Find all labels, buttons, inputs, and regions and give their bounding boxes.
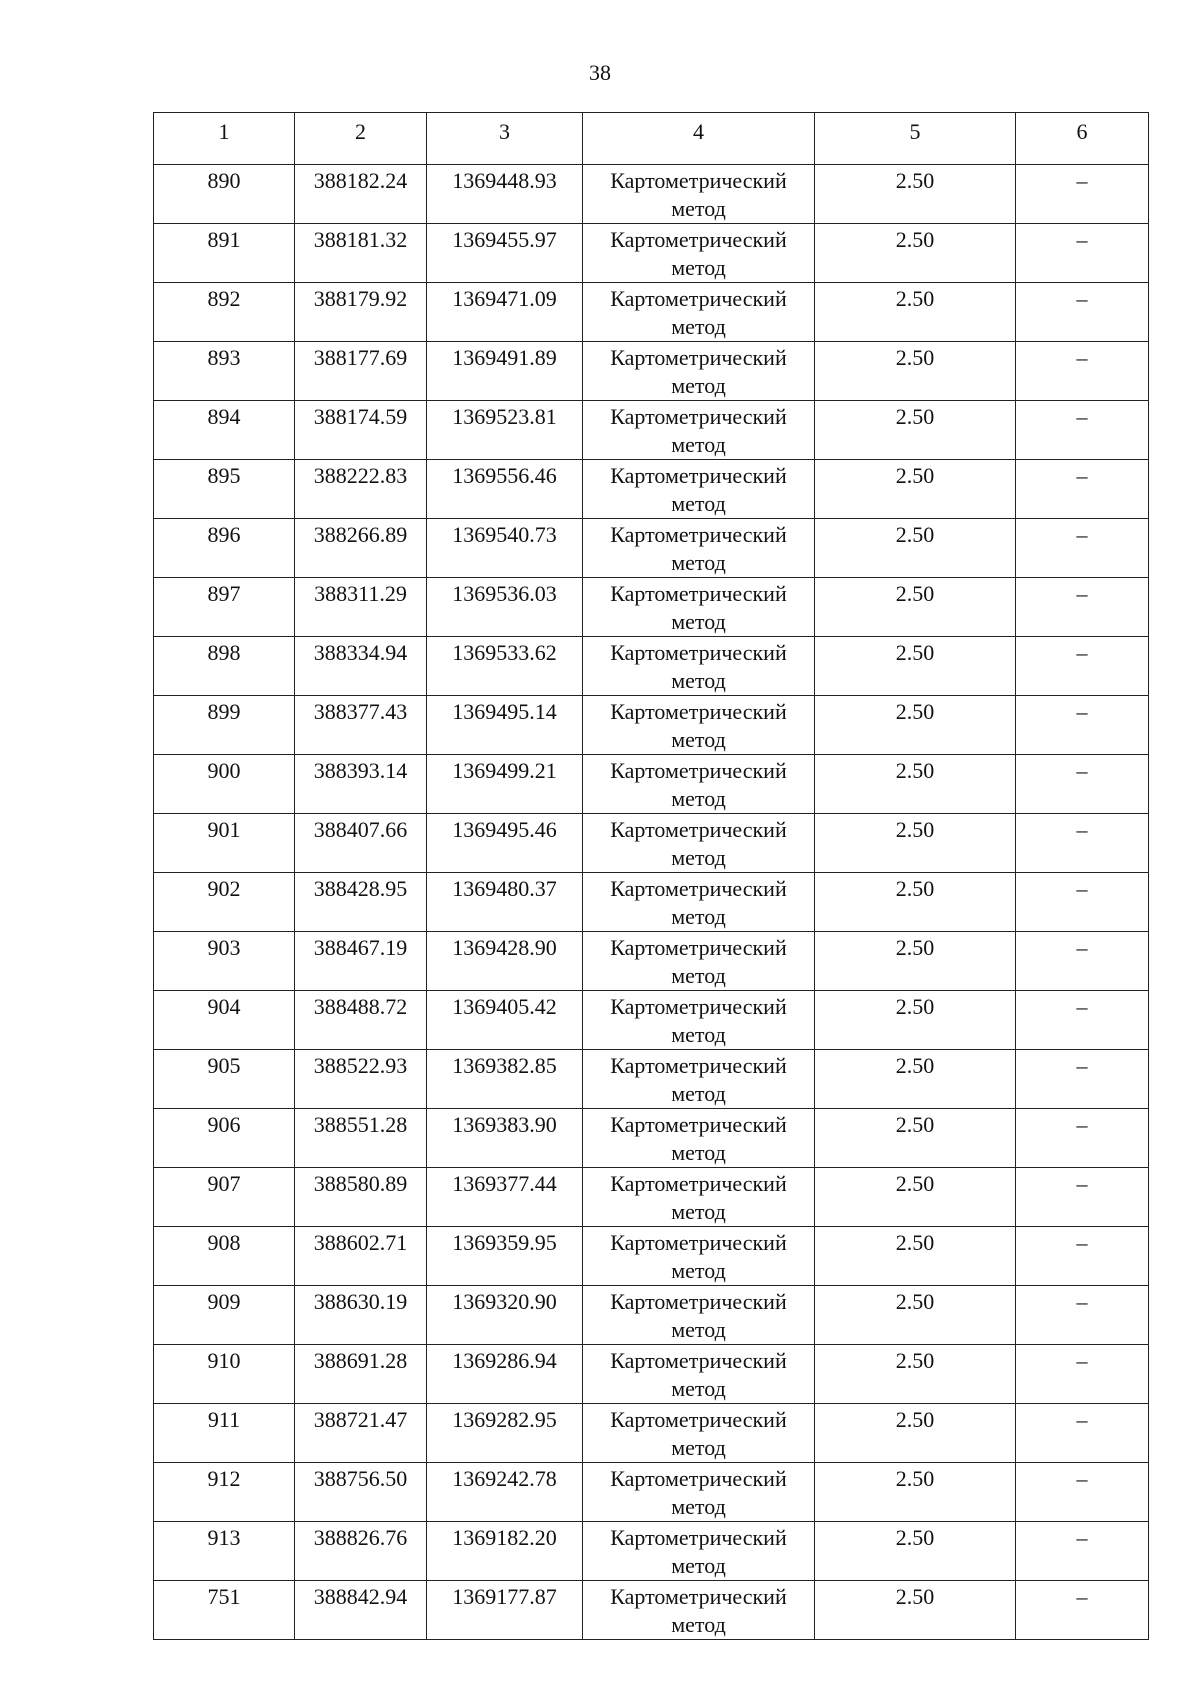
method-line-2: метод bbox=[671, 1199, 726, 1224]
point-number-cell: 892 bbox=[154, 283, 295, 342]
note-cell bbox=[1016, 519, 1149, 578]
y-coordinate-cell: 1369405.42 bbox=[427, 991, 583, 1050]
note-dash: – bbox=[1076, 699, 1088, 724]
method-line-1: Картометрический bbox=[610, 168, 787, 193]
note-cell bbox=[1016, 637, 1149, 696]
note-cell bbox=[1016, 873, 1149, 932]
note-cell bbox=[1016, 1404, 1149, 1463]
table-row bbox=[154, 1109, 1149, 1168]
y-coordinate-cell: 1369455.97 bbox=[427, 224, 583, 283]
accuracy-cell: 2.50 bbox=[815, 165, 1016, 224]
method-line-2: метод bbox=[671, 1435, 726, 1460]
y-coordinate-cell: 1369480.37 bbox=[427, 873, 583, 932]
table-row bbox=[154, 873, 1149, 932]
method-cell bbox=[583, 1168, 815, 1227]
column-header-5: 5 bbox=[815, 113, 1016, 165]
coordinates-table bbox=[153, 112, 1149, 1640]
note-dash: – bbox=[1076, 876, 1088, 901]
x-coordinate-cell: 388630.19 bbox=[295, 1286, 427, 1345]
table-row bbox=[154, 932, 1149, 991]
point-number-cell: 912 bbox=[154, 1463, 295, 1522]
point-number-cell: 899 bbox=[154, 696, 295, 755]
method-line-1: Картометрический bbox=[610, 404, 787, 429]
method-line-1: Картометрический bbox=[610, 817, 787, 842]
method-line-1: Картометрический bbox=[610, 1348, 787, 1373]
point-number-cell: 896 bbox=[154, 519, 295, 578]
note-dash: – bbox=[1076, 758, 1088, 783]
method-line-1: Картометрический bbox=[610, 581, 787, 606]
method-cell bbox=[583, 1404, 815, 1463]
note-dash: – bbox=[1076, 227, 1088, 252]
method-cell bbox=[583, 932, 815, 991]
table-row bbox=[154, 401, 1149, 460]
note-cell bbox=[1016, 991, 1149, 1050]
accuracy-cell: 2.50 bbox=[815, 1227, 1016, 1286]
table-row bbox=[154, 1404, 1149, 1463]
note-cell bbox=[1016, 696, 1149, 755]
accuracy-cell: 2.50 bbox=[815, 1463, 1016, 1522]
method-line-1: Картометрический bbox=[610, 1230, 787, 1255]
x-coordinate-cell: 388311.29 bbox=[295, 578, 427, 637]
method-line-2: метод bbox=[671, 373, 726, 398]
y-coordinate-cell: 1369359.95 bbox=[427, 1227, 583, 1286]
method-line-2: метод bbox=[671, 1317, 726, 1342]
note-cell bbox=[1016, 932, 1149, 991]
table-row bbox=[154, 1286, 1149, 1345]
method-cell bbox=[583, 342, 815, 401]
method-line-2: метод bbox=[671, 1081, 726, 1106]
method-cell bbox=[583, 696, 815, 755]
note-dash: – bbox=[1076, 581, 1088, 606]
method-line-1: Картометрический bbox=[610, 227, 787, 252]
method-line-1: Картометрический bbox=[610, 994, 787, 1019]
table-row bbox=[154, 165, 1149, 224]
table-row bbox=[154, 1463, 1149, 1522]
x-coordinate-cell: 388721.47 bbox=[295, 1404, 427, 1463]
method-line-1: Картометрический bbox=[610, 1466, 787, 1491]
note-cell bbox=[1016, 1522, 1149, 1581]
table-row bbox=[154, 1522, 1149, 1581]
table-row bbox=[154, 578, 1149, 637]
method-cell bbox=[583, 637, 815, 696]
accuracy-cell: 2.50 bbox=[815, 814, 1016, 873]
note-dash: – bbox=[1076, 1584, 1088, 1609]
accuracy-cell: 2.50 bbox=[815, 401, 1016, 460]
point-number-cell: 904 bbox=[154, 991, 295, 1050]
y-coordinate-cell: 1369242.78 bbox=[427, 1463, 583, 1522]
x-coordinate-cell: 388393.14 bbox=[295, 755, 427, 814]
method-line-1: Картометрический bbox=[610, 1584, 787, 1609]
method-line-2: метод bbox=[671, 904, 726, 929]
note-dash: – bbox=[1076, 522, 1088, 547]
y-coordinate-cell: 1369471.09 bbox=[427, 283, 583, 342]
method-line-2: метод bbox=[671, 255, 726, 280]
method-line-1: Картометрический bbox=[610, 876, 787, 901]
page-number: 38 bbox=[589, 60, 611, 85]
note-dash: – bbox=[1076, 1112, 1088, 1137]
point-number-cell: 911 bbox=[154, 1404, 295, 1463]
method-line-2: метод bbox=[671, 1612, 726, 1637]
x-coordinate-cell: 388407.66 bbox=[295, 814, 427, 873]
accuracy-cell: 2.50 bbox=[815, 696, 1016, 755]
note-cell bbox=[1016, 1109, 1149, 1168]
point-number-cell: 901 bbox=[154, 814, 295, 873]
x-coordinate-cell: 388551.28 bbox=[295, 1109, 427, 1168]
note-dash: – bbox=[1076, 817, 1088, 842]
table-row bbox=[154, 1227, 1149, 1286]
point-number-cell: 906 bbox=[154, 1109, 295, 1168]
accuracy-cell: 2.50 bbox=[815, 1109, 1016, 1168]
method-line-1: Картометрический bbox=[610, 1053, 787, 1078]
y-coordinate-cell: 1369182.20 bbox=[427, 1522, 583, 1581]
method-cell bbox=[583, 578, 815, 637]
accuracy-cell: 2.50 bbox=[815, 1581, 1016, 1640]
accuracy-cell: 2.50 bbox=[815, 755, 1016, 814]
point-number-cell: 895 bbox=[154, 460, 295, 519]
accuracy-cell: 2.50 bbox=[815, 519, 1016, 578]
note-cell bbox=[1016, 1286, 1149, 1345]
accuracy-cell: 2.50 bbox=[815, 578, 1016, 637]
accuracy-cell: 2.50 bbox=[815, 991, 1016, 1050]
point-number-cell: 890 bbox=[154, 165, 295, 224]
method-line-2: метод bbox=[671, 845, 726, 870]
y-coordinate-cell: 1369491.89 bbox=[427, 342, 583, 401]
y-coordinate-cell: 1369282.95 bbox=[427, 1404, 583, 1463]
method-line-2: метод bbox=[671, 491, 726, 516]
accuracy-cell: 2.50 bbox=[815, 637, 1016, 696]
note-dash: – bbox=[1076, 1466, 1088, 1491]
x-coordinate-cell: 388580.89 bbox=[295, 1168, 427, 1227]
x-coordinate-cell: 388691.28 bbox=[295, 1345, 427, 1404]
point-number-cell: 902 bbox=[154, 873, 295, 932]
table-row bbox=[154, 696, 1149, 755]
method-cell bbox=[583, 814, 815, 873]
point-number-cell: 913 bbox=[154, 1522, 295, 1581]
accuracy-cell: 2.50 bbox=[815, 1404, 1016, 1463]
y-coordinate-cell: 1369495.46 bbox=[427, 814, 583, 873]
table-row bbox=[154, 1050, 1149, 1109]
method-line-1: Картометрический bbox=[610, 345, 787, 370]
method-line-1: Картометрический bbox=[610, 758, 787, 783]
y-coordinate-cell: 1369428.90 bbox=[427, 932, 583, 991]
accuracy-cell: 2.50 bbox=[815, 283, 1016, 342]
table-row bbox=[154, 755, 1149, 814]
x-coordinate-cell: 388222.83 bbox=[295, 460, 427, 519]
table-body bbox=[154, 165, 1149, 1640]
method-line-2: метод bbox=[671, 196, 726, 221]
method-line-2: метод bbox=[671, 963, 726, 988]
method-line-1: Картометрический bbox=[610, 1112, 787, 1137]
y-coordinate-cell: 1369177.87 bbox=[427, 1581, 583, 1640]
accuracy-cell: 2.50 bbox=[815, 873, 1016, 932]
note-cell bbox=[1016, 460, 1149, 519]
method-cell bbox=[583, 1581, 815, 1640]
method-cell bbox=[583, 1345, 815, 1404]
x-coordinate-cell: 388334.94 bbox=[295, 637, 427, 696]
method-cell bbox=[583, 283, 815, 342]
method-cell bbox=[583, 460, 815, 519]
method-line-1: Картометрический bbox=[610, 935, 787, 960]
note-cell bbox=[1016, 578, 1149, 637]
x-coordinate-cell: 388826.76 bbox=[295, 1522, 427, 1581]
column-header-2: 2 bbox=[295, 113, 427, 165]
x-coordinate-cell: 388174.59 bbox=[295, 401, 427, 460]
method-cell bbox=[583, 1286, 815, 1345]
method-line-2: метод bbox=[671, 1140, 726, 1165]
column-header-4: 4 bbox=[583, 113, 815, 165]
note-dash: – bbox=[1076, 1407, 1088, 1432]
note-dash: – bbox=[1076, 1348, 1088, 1373]
method-cell bbox=[583, 1050, 815, 1109]
column-header-3: 3 bbox=[427, 113, 583, 165]
method-cell bbox=[583, 401, 815, 460]
y-coordinate-cell: 1369383.90 bbox=[427, 1109, 583, 1168]
y-coordinate-cell: 1369320.90 bbox=[427, 1286, 583, 1345]
point-number-cell: 907 bbox=[154, 1168, 295, 1227]
method-line-1: Картометрический bbox=[610, 640, 787, 665]
note-dash: – bbox=[1076, 1525, 1088, 1550]
method-line-1: Картометрический bbox=[610, 1525, 787, 1550]
method-line-1: Картометрический bbox=[610, 463, 787, 488]
method-cell bbox=[583, 519, 815, 578]
accuracy-cell: 2.50 bbox=[815, 1522, 1016, 1581]
point-number-cell: 891 bbox=[154, 224, 295, 283]
method-cell bbox=[583, 1463, 815, 1522]
point-number-cell: 903 bbox=[154, 932, 295, 991]
note-dash: – bbox=[1076, 640, 1088, 665]
note-dash: – bbox=[1076, 1171, 1088, 1196]
note-cell bbox=[1016, 1345, 1149, 1404]
method-line-2: метод bbox=[671, 1553, 726, 1578]
point-number-cell: 900 bbox=[154, 755, 295, 814]
note-cell bbox=[1016, 1581, 1149, 1640]
accuracy-cell: 2.50 bbox=[815, 1050, 1016, 1109]
table-row bbox=[154, 283, 1149, 342]
point-number-cell: 908 bbox=[154, 1227, 295, 1286]
y-coordinate-cell: 1369495.14 bbox=[427, 696, 583, 755]
accuracy-cell: 2.50 bbox=[815, 224, 1016, 283]
y-coordinate-cell: 1369523.81 bbox=[427, 401, 583, 460]
method-line-1: Картометрический bbox=[610, 1289, 787, 1314]
accuracy-cell: 2.50 bbox=[815, 1168, 1016, 1227]
column-header-1: 1 bbox=[154, 113, 295, 165]
x-coordinate-cell: 388488.72 bbox=[295, 991, 427, 1050]
note-dash: – bbox=[1076, 1053, 1088, 1078]
note-dash: – bbox=[1076, 1230, 1088, 1255]
table-row bbox=[154, 637, 1149, 696]
method-cell bbox=[583, 1109, 815, 1168]
method-line-2: метод bbox=[671, 727, 726, 752]
y-coordinate-cell: 1369382.85 bbox=[427, 1050, 583, 1109]
y-coordinate-cell: 1369377.44 bbox=[427, 1168, 583, 1227]
table-row bbox=[154, 1581, 1149, 1640]
method-line-2: метод bbox=[671, 1376, 726, 1401]
note-cell bbox=[1016, 1168, 1149, 1227]
method-line-1: Картометрический bbox=[610, 1171, 787, 1196]
method-line-1: Картометрический bbox=[610, 699, 787, 724]
method-line-1: Картометрический bbox=[610, 1407, 787, 1432]
method-cell bbox=[583, 755, 815, 814]
x-coordinate-cell: 388181.32 bbox=[295, 224, 427, 283]
table-row bbox=[154, 1345, 1149, 1404]
point-number-cell: 751 bbox=[154, 1581, 295, 1640]
method-line-2: метод bbox=[671, 786, 726, 811]
x-coordinate-cell: 388179.92 bbox=[295, 283, 427, 342]
table-row bbox=[154, 224, 1149, 283]
y-coordinate-cell: 1369499.21 bbox=[427, 755, 583, 814]
note-dash: – bbox=[1076, 994, 1088, 1019]
y-coordinate-cell: 1369540.73 bbox=[427, 519, 583, 578]
note-cell bbox=[1016, 755, 1149, 814]
x-coordinate-cell: 388266.89 bbox=[295, 519, 427, 578]
point-number-cell: 898 bbox=[154, 637, 295, 696]
method-line-2: метод bbox=[671, 432, 726, 457]
method-cell bbox=[583, 873, 815, 932]
x-coordinate-cell: 388602.71 bbox=[295, 1227, 427, 1286]
note-dash: – bbox=[1076, 345, 1088, 370]
column-header-6: 6 bbox=[1016, 113, 1149, 165]
x-coordinate-cell: 388842.94 bbox=[295, 1581, 427, 1640]
point-number-cell: 905 bbox=[154, 1050, 295, 1109]
table-header bbox=[154, 113, 1149, 165]
x-coordinate-cell: 388182.24 bbox=[295, 165, 427, 224]
accuracy-cell: 2.50 bbox=[815, 1286, 1016, 1345]
method-line-2: метод bbox=[671, 550, 726, 575]
table-row bbox=[154, 519, 1149, 578]
note-cell bbox=[1016, 1463, 1149, 1522]
coordinates-table-container bbox=[153, 112, 1148, 1640]
note-dash: – bbox=[1076, 463, 1088, 488]
x-coordinate-cell: 388428.95 bbox=[295, 873, 427, 932]
accuracy-cell: 2.50 bbox=[815, 460, 1016, 519]
point-number-cell: 909 bbox=[154, 1286, 295, 1345]
note-dash: – bbox=[1076, 935, 1088, 960]
x-coordinate-cell: 388377.43 bbox=[295, 696, 427, 755]
point-number-cell: 894 bbox=[154, 401, 295, 460]
method-cell bbox=[583, 165, 815, 224]
method-line-1: Картометрический bbox=[610, 522, 787, 547]
x-coordinate-cell: 388177.69 bbox=[295, 342, 427, 401]
method-cell bbox=[583, 224, 815, 283]
point-number-cell: 910 bbox=[154, 1345, 295, 1404]
method-line-2: метод bbox=[671, 1258, 726, 1283]
table-row bbox=[154, 460, 1149, 519]
method-cell bbox=[583, 991, 815, 1050]
note-dash: – bbox=[1076, 286, 1088, 311]
accuracy-cell: 2.50 bbox=[815, 932, 1016, 991]
method-cell bbox=[583, 1522, 815, 1581]
method-line-2: метод bbox=[671, 1494, 726, 1519]
note-cell bbox=[1016, 283, 1149, 342]
method-line-2: метод bbox=[671, 668, 726, 693]
note-cell bbox=[1016, 1050, 1149, 1109]
note-cell bbox=[1016, 814, 1149, 873]
note-cell bbox=[1016, 401, 1149, 460]
note-dash: – bbox=[1076, 168, 1088, 193]
y-coordinate-cell: 1369556.46 bbox=[427, 460, 583, 519]
method-line-2: метод bbox=[671, 314, 726, 339]
table-row bbox=[154, 814, 1149, 873]
method-line-2: метод bbox=[671, 1022, 726, 1047]
table-row bbox=[154, 1168, 1149, 1227]
table-row bbox=[154, 991, 1149, 1050]
y-coordinate-cell: 1369448.93 bbox=[427, 165, 583, 224]
header-row bbox=[154, 113, 1149, 165]
accuracy-cell: 2.50 bbox=[815, 1345, 1016, 1404]
point-number-cell: 897 bbox=[154, 578, 295, 637]
note-dash: – bbox=[1076, 1289, 1088, 1314]
note-cell bbox=[1016, 1227, 1149, 1286]
note-cell bbox=[1016, 224, 1149, 283]
y-coordinate-cell: 1369533.62 bbox=[427, 637, 583, 696]
x-coordinate-cell: 388522.93 bbox=[295, 1050, 427, 1109]
note-cell bbox=[1016, 342, 1149, 401]
accuracy-cell: 2.50 bbox=[815, 342, 1016, 401]
x-coordinate-cell: 388756.50 bbox=[295, 1463, 427, 1522]
y-coordinate-cell: 1369536.03 bbox=[427, 578, 583, 637]
note-cell bbox=[1016, 165, 1149, 224]
note-dash: – bbox=[1076, 404, 1088, 429]
table-row bbox=[154, 342, 1149, 401]
method-cell bbox=[583, 1227, 815, 1286]
x-coordinate-cell: 388467.19 bbox=[295, 932, 427, 991]
y-coordinate-cell: 1369286.94 bbox=[427, 1345, 583, 1404]
method-line-1: Картометрический bbox=[610, 286, 787, 311]
point-number-cell: 893 bbox=[154, 342, 295, 401]
method-line-2: метод bbox=[671, 609, 726, 634]
